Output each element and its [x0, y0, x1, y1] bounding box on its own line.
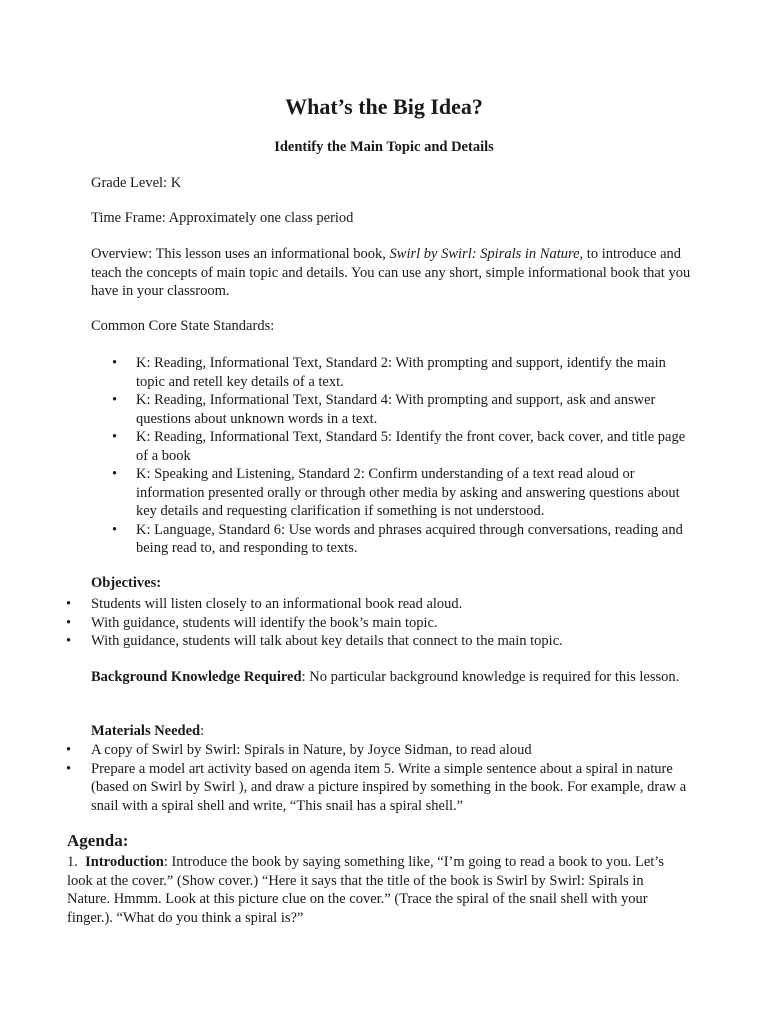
materials-list — [64, 741, 694, 815]
objective-item: • With guidance, students will talk about key details that connect to the main topic. — [64, 632, 694, 651]
standard-item: • K: Reading, Informational Text, Standard 5: Identify the front cover, back cover, and title page of a book — [112, 428, 692, 465]
overview-prefix: Overview: This lesson uses an informational book, — [91, 246, 390, 262]
objectives-list — [64, 595, 694, 651]
overview-book-title: Swirl by Swirl: Spirals in Nature — [389, 246, 580, 262]
background-text: : No particular background knowledge is required for this lesson. — [301, 669, 680, 685]
agenda-item-label: Introduction — [85, 854, 164, 870]
agenda-heading: Agenda: — [67, 831, 129, 850]
standard-item: • K: Reading, Informational Text, Standard 4: With prompting and support, ask and answer questions about unknown words in a text. — [112, 391, 692, 428]
overview — [91, 245, 691, 301]
page-subtitle: Identify the Main Topic and Details — [274, 139, 494, 155]
background-knowledge — [91, 668, 691, 687]
objective-item: • With guidance, students will identify the book’s main topic. — [64, 614, 694, 633]
agenda-item-introduction — [67, 853, 667, 927]
time-frame: Time Frame: Approximately one class period — [91, 210, 354, 226]
page-title: What’s the Big Idea? — [285, 94, 483, 119]
standards-list — [112, 354, 692, 558]
standards-heading: Common Core State Standards: — [91, 318, 275, 334]
agenda-item-text: : Introduce the book by saying something like, “I’m going to read a book to you. Let’s look at the cover.” (Show cover.) “Here it says that the title of the book is Swirl by Swirl: Spirals in Nature. Hmmm. Look at this picture clue on the cover.” (Trace the spiral of the snail shell with your finger.). “What do you think a spiral is?” — [67, 854, 664, 926]
overview-suffix: , to introduce and teach the concepts of main topic and details. You can use any short, simple informational book that you have in your classroom. — [91, 246, 691, 299]
objectives-heading: Objectives: — [91, 575, 162, 591]
standard-item: • K: Language, Standard 6: Use words and phrases acquired through conversations, reading and being read to, and responding to texts. — [112, 521, 692, 558]
materials-colon: : — [200, 723, 205, 739]
materials-heading — [91, 722, 691, 741]
grade-level: Grade Level: K — [91, 175, 182, 191]
materials-label: Materials Needed — [91, 723, 201, 739]
agenda-number: 1. — [67, 854, 86, 870]
material-item: • A copy of Swirl by Swirl: Spirals in Nature, by Joyce Sidman, to read aloud — [64, 741, 694, 760]
standard-item: • K: Speaking and Listening, Standard 2: Confirm understanding of a text read aloud or information presented orally or through other media by asking and answering questions about key details and requesting clarification if something is not understood. — [112, 465, 692, 521]
background-label: Background Knowledge Required — [91, 669, 302, 685]
objective-item: • Students will listen closely to an informational book read aloud. — [64, 595, 694, 614]
material-item: • Prepare a model art activity based on agenda item 5. Write a simple sentence about a spiral in nature (based on Swirl by Swirl ), and draw a picture inspired by something in the book. For example, draw a snail with a spiral shell and write, “This snail has a spiral shell.” — [64, 760, 694, 816]
standard-item: • K: Reading, Informational Text, Standard 2: With prompting and support, identify the main topic and retell key details of a text. — [112, 354, 692, 391]
